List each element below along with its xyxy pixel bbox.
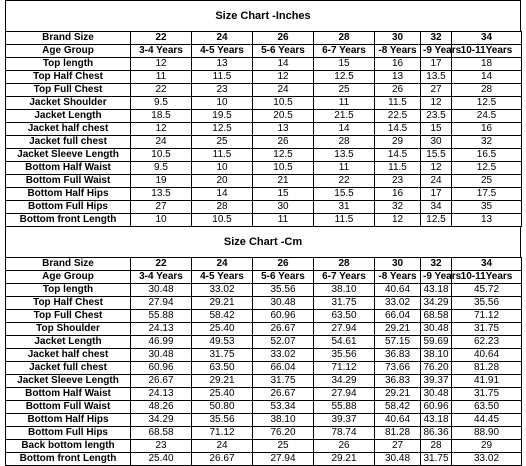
row-label-cell: Brand Size xyxy=(6,258,131,271)
cm-size-table xyxy=(5,257,522,466)
size-value-cell: 32 xyxy=(421,258,452,271)
row-label-cell: Top Half Chest xyxy=(6,71,131,84)
inch-table-row xyxy=(6,58,522,71)
size-value-cell: 30.48 xyxy=(131,284,192,297)
size-value-cell: 40.64 xyxy=(375,284,421,297)
size-value-cell: 63.50 xyxy=(314,310,375,323)
size-value-cell: 25.40 xyxy=(192,323,253,336)
cm-table-row xyxy=(6,271,522,284)
size-value-cell: 41.91 xyxy=(452,375,522,388)
size-value-cell: 11 xyxy=(253,214,314,227)
size-value-cell: 24 xyxy=(192,258,253,271)
inch-table-row xyxy=(6,136,522,149)
size-value-cell: 5-6 Years xyxy=(253,45,314,58)
size-value-cell: 26.67 xyxy=(253,323,314,336)
size-value-cell: 10 xyxy=(192,97,253,110)
size-value-cell: 32 xyxy=(375,201,421,214)
cm-table-row xyxy=(6,284,522,297)
size-value-cell: 6-7 Years xyxy=(314,45,375,58)
row-label-cell: Jacket Sleeve Length xyxy=(6,149,131,162)
size-value-cell: 53.34 xyxy=(253,401,314,414)
cm-table-row xyxy=(6,427,522,440)
size-value-cell: 88.90 xyxy=(452,427,522,440)
size-value-cell: 63.50 xyxy=(452,401,522,414)
size-value-cell: 20.5 xyxy=(253,110,314,123)
size-value-cell: 22.5 xyxy=(375,110,421,123)
row-label-cell: Bottom Half Waist xyxy=(6,162,131,175)
size-value-cell: 32 xyxy=(421,32,452,45)
size-value-cell: 29.21 xyxy=(192,375,253,388)
inch-table-row xyxy=(6,201,522,214)
size-value-cell: 24.13 xyxy=(131,323,192,336)
size-value-cell: 12.5 xyxy=(253,149,314,162)
size-value-cell: 31.75 xyxy=(253,375,314,388)
size-value-cell: 60.96 xyxy=(421,401,452,414)
row-label-cell: Top Half Chest xyxy=(6,297,131,310)
size-value-cell: 76.20 xyxy=(253,427,314,440)
size-value-cell: 6-7 Years xyxy=(314,271,375,284)
row-label-cell: Bottom Half Hips xyxy=(6,188,131,201)
size-value-cell: 30.48 xyxy=(253,297,314,310)
size-value-cell: 10.5 xyxy=(192,214,253,227)
size-value-cell: 16 xyxy=(375,58,421,71)
cm-table-row xyxy=(6,336,522,349)
size-value-cell: 36.83 xyxy=(375,349,421,362)
size-value-cell: 25 xyxy=(314,84,375,97)
size-value-cell: 27.94 xyxy=(314,388,375,401)
size-value-cell: 60.96 xyxy=(131,362,192,375)
size-value-cell: 12 xyxy=(375,214,421,227)
cm-table-row xyxy=(6,297,522,310)
size-value-cell: 35.56 xyxy=(192,414,253,427)
size-value-cell: 26.67 xyxy=(131,375,192,388)
cm-table-row xyxy=(6,401,522,414)
size-value-cell: 50.80 xyxy=(192,401,253,414)
size-value-cell: 15 xyxy=(421,123,452,136)
size-value-cell: 31.75 xyxy=(192,349,253,362)
size-value-cell: 35.56 xyxy=(314,349,375,362)
size-value-cell: 44.45 xyxy=(452,414,522,427)
size-value-cell: 33.02 xyxy=(192,284,253,297)
size-value-cell: 21 xyxy=(253,175,314,188)
size-value-cell: 25 xyxy=(192,136,253,149)
size-value-cell: 29.21 xyxy=(192,297,253,310)
inch-table-row xyxy=(6,149,522,162)
size-value-cell: 30 xyxy=(253,201,314,214)
size-value-cell: 19.5 xyxy=(192,110,253,123)
size-value-cell: 38.10 xyxy=(314,284,375,297)
size-value-cell: 40.64 xyxy=(452,349,522,362)
size-value-cell: 28 xyxy=(452,84,522,97)
size-value-cell: 54.61 xyxy=(314,336,375,349)
size-value-cell: 28 xyxy=(314,258,375,271)
size-value-cell: 22 xyxy=(314,175,375,188)
size-value-cell: 18.5 xyxy=(131,110,192,123)
size-value-cell: 55.88 xyxy=(314,401,375,414)
size-value-cell: 26 xyxy=(375,84,421,97)
size-value-cell: 17 xyxy=(421,58,452,71)
size-value-cell: 55.88 xyxy=(131,310,192,323)
inch-table-row xyxy=(6,32,522,45)
size-value-cell: 12 xyxy=(131,58,192,71)
size-value-cell: 35 xyxy=(452,201,522,214)
row-label-cell: Jacket half chest xyxy=(6,349,131,362)
size-value-cell: 43.18 xyxy=(421,284,452,297)
size-value-cell: 10.5 xyxy=(131,149,192,162)
size-value-cell: 34 xyxy=(452,32,522,45)
row-label-cell: Bottom Full Hips xyxy=(6,201,131,214)
cm-chart-title: Size Chart -Cm xyxy=(5,227,521,257)
size-value-cell: 18 xyxy=(452,58,522,71)
row-label-cell: Back bottom length xyxy=(6,440,131,453)
size-value-cell: 16 xyxy=(452,123,522,136)
size-value-cell: -8 Years xyxy=(375,45,421,58)
row-label-cell: Bottom front Length xyxy=(6,214,131,227)
size-value-cell: 27 xyxy=(421,84,452,97)
row-label-cell: Jacket half chest xyxy=(6,123,131,136)
size-value-cell: 31.75 xyxy=(421,453,452,466)
size-value-cell: 26 xyxy=(253,32,314,45)
size-value-cell: 71.12 xyxy=(314,362,375,375)
size-value-cell: 36.83 xyxy=(375,375,421,388)
size-value-cell: 25.40 xyxy=(131,453,192,466)
row-label-cell: Bottom Half Waist xyxy=(6,388,131,401)
size-value-cell: 71.12 xyxy=(452,310,522,323)
size-value-cell: 9.5 xyxy=(131,97,192,110)
size-value-cell: 59.69 xyxy=(421,336,452,349)
size-value-cell: 11 xyxy=(131,71,192,84)
size-value-cell: 12 xyxy=(421,97,452,110)
size-value-cell: 13 xyxy=(192,58,253,71)
row-label-cell: Bottom Full Hips xyxy=(6,427,131,440)
size-value-cell: 43.18 xyxy=(421,414,452,427)
cm-table-row xyxy=(6,362,522,375)
size-value-cell: 29.21 xyxy=(375,323,421,336)
size-value-cell: 14 xyxy=(253,58,314,71)
size-value-cell: 20 xyxy=(192,175,253,188)
size-value-cell: 11.5 xyxy=(375,162,421,175)
size-value-cell: 11 xyxy=(314,162,375,175)
size-value-cell: 49.53 xyxy=(192,336,253,349)
size-value-cell: 52.07 xyxy=(253,336,314,349)
row-label-cell: Bottom front Length xyxy=(6,453,131,466)
inch-table-row xyxy=(6,162,522,175)
size-value-cell: 62.23 xyxy=(452,336,522,349)
size-value-cell: 28 xyxy=(421,440,452,453)
size-value-cell: 16.5 xyxy=(452,149,522,162)
size-value-cell: 35.56 xyxy=(253,284,314,297)
size-value-cell: 31.75 xyxy=(314,297,375,310)
size-value-cell: 33.02 xyxy=(253,349,314,362)
size-value-cell: 29 xyxy=(375,136,421,149)
row-label-cell: Jacket Length xyxy=(6,336,131,349)
size-value-cell: 24 xyxy=(253,84,314,97)
size-value-cell: 58.42 xyxy=(192,310,253,323)
size-value-cell: 26 xyxy=(253,136,314,149)
size-value-cell: 34 xyxy=(452,258,522,271)
size-value-cell: 15.5 xyxy=(314,188,375,201)
row-label-cell: Brand Size xyxy=(6,32,131,45)
row-label-cell: Top length xyxy=(6,58,131,71)
size-value-cell: 11.5 xyxy=(314,214,375,227)
cm-table-row xyxy=(6,310,522,323)
size-value-cell: 63.50 xyxy=(192,362,253,375)
size-value-cell: -9 Years xyxy=(421,271,452,284)
size-value-cell: 28 xyxy=(314,32,375,45)
row-label-cell: Age Group xyxy=(6,271,131,284)
size-value-cell: 19 xyxy=(131,175,192,188)
size-value-cell: 68.58 xyxy=(131,427,192,440)
size-value-cell: 60.96 xyxy=(253,310,314,323)
size-value-cell: 27.94 xyxy=(314,323,375,336)
inch-table-row xyxy=(6,45,522,58)
size-value-cell: 27 xyxy=(131,201,192,214)
size-value-cell: 39.37 xyxy=(421,375,452,388)
size-value-cell: 11.5 xyxy=(375,97,421,110)
inch-table-body xyxy=(6,32,522,227)
size-value-cell: 22 xyxy=(131,84,192,97)
size-value-cell: 34.29 xyxy=(131,414,192,427)
cm-table-row xyxy=(6,323,522,336)
size-value-cell: 29 xyxy=(452,440,522,453)
size-value-cell: 12.5 xyxy=(421,214,452,227)
size-value-cell: 13.5 xyxy=(421,71,452,84)
size-value-cell: 11.5 xyxy=(192,71,253,84)
size-value-cell: 14 xyxy=(452,71,522,84)
size-value-cell: 4-5 Years xyxy=(192,45,253,58)
size-value-cell: 27.94 xyxy=(131,297,192,310)
size-value-cell: 30.48 xyxy=(421,388,452,401)
size-value-cell: 38.10 xyxy=(421,349,452,362)
size-value-cell: 15 xyxy=(314,58,375,71)
cm-table-row xyxy=(6,440,522,453)
size-value-cell: 13 xyxy=(452,214,522,227)
size-value-cell: 32 xyxy=(452,136,522,149)
size-value-cell: 13.5 xyxy=(314,149,375,162)
size-value-cell: 30 xyxy=(375,258,421,271)
size-value-cell: 5-6 Years xyxy=(253,271,314,284)
size-value-cell: 15.5 xyxy=(421,149,452,162)
size-value-cell: 78.74 xyxy=(314,427,375,440)
inch-chart-title: Size Chart -Inches xyxy=(5,0,521,31)
row-label-cell: Top length xyxy=(6,284,131,297)
size-value-cell: 12.5 xyxy=(314,71,375,84)
size-value-cell: 14 xyxy=(314,123,375,136)
size-value-cell: 34 xyxy=(421,201,452,214)
size-value-cell: 23.5 xyxy=(421,110,452,123)
size-value-cell: 30.48 xyxy=(131,349,192,362)
size-value-cell: 10-11Years xyxy=(452,45,522,58)
size-value-cell: 33.02 xyxy=(452,453,522,466)
size-value-cell: 31.75 xyxy=(452,323,522,336)
size-value-cell: 24 xyxy=(192,440,253,453)
cm-table-row xyxy=(6,375,522,388)
size-value-cell: 25 xyxy=(452,175,522,188)
cm-table-row xyxy=(6,388,522,401)
size-value-cell: 30 xyxy=(421,136,452,149)
row-label-cell: Jacket full chest xyxy=(6,362,131,375)
row-label-cell: Jacket Sleeve Length xyxy=(6,375,131,388)
size-value-cell: 11 xyxy=(314,97,375,110)
size-value-cell: 25.40 xyxy=(192,388,253,401)
size-value-cell: 22 xyxy=(131,258,192,271)
size-value-cell: 73.66 xyxy=(375,362,421,375)
size-value-cell: 34.29 xyxy=(421,297,452,310)
size-value-cell: 12.5 xyxy=(452,162,522,175)
size-value-cell: 86.36 xyxy=(421,427,452,440)
cm-table-row xyxy=(6,453,522,466)
size-value-cell: 30.48 xyxy=(375,453,421,466)
cm-table-row xyxy=(6,349,522,362)
size-value-cell: 30.48 xyxy=(421,323,452,336)
size-value-cell: 12.5 xyxy=(192,123,253,136)
inch-table-row xyxy=(6,188,522,201)
size-value-cell: 13 xyxy=(375,71,421,84)
size-value-cell: 31.75 xyxy=(452,388,522,401)
size-value-cell: 40.64 xyxy=(375,414,421,427)
size-value-cell: 10 xyxy=(131,214,192,227)
size-value-cell: 24 xyxy=(131,136,192,149)
inch-table-row xyxy=(6,123,522,136)
row-label-cell: Jacket Shoulder xyxy=(6,97,131,110)
size-value-cell: 66.04 xyxy=(375,310,421,323)
size-value-cell: 14.5 xyxy=(375,123,421,136)
size-value-cell: 12.5 xyxy=(452,97,522,110)
size-value-cell: 28 xyxy=(314,136,375,149)
row-label-cell: Top Full Chest xyxy=(6,84,131,97)
size-value-cell: 10 xyxy=(192,162,253,175)
cm-table-body xyxy=(6,258,522,466)
size-value-cell: 4-5 Years xyxy=(192,271,253,284)
size-value-cell: 24.13 xyxy=(131,388,192,401)
size-value-cell: 24 xyxy=(421,175,452,188)
size-value-cell: 81.28 xyxy=(375,427,421,440)
row-label-cell: Bottom Full Waist xyxy=(6,175,131,188)
size-value-cell: 3-4 Years xyxy=(131,45,192,58)
inch-table-row xyxy=(6,84,522,97)
size-value-cell: 45.72 xyxy=(452,284,522,297)
inch-table-row xyxy=(6,110,522,123)
size-value-cell: 12 xyxy=(131,123,192,136)
size-value-cell: 31 xyxy=(314,201,375,214)
size-value-cell: 14.5 xyxy=(375,149,421,162)
inch-table-row xyxy=(6,175,522,188)
size-value-cell: 3-4 Years xyxy=(131,271,192,284)
size-value-cell: 14 xyxy=(192,188,253,201)
size-value-cell: 34.29 xyxy=(314,375,375,388)
size-value-cell: 48.26 xyxy=(131,401,192,414)
size-value-cell: 9.5 xyxy=(131,162,192,175)
size-value-cell: 30 xyxy=(375,32,421,45)
size-value-cell: 28 xyxy=(192,201,253,214)
size-value-cell: 13 xyxy=(253,123,314,136)
size-value-cell: 39.37 xyxy=(314,414,375,427)
size-value-cell: 29.21 xyxy=(375,388,421,401)
row-label-cell: Jacket full chest xyxy=(6,136,131,149)
size-value-cell: 33.02 xyxy=(375,297,421,310)
size-value-cell: 76.20 xyxy=(421,362,452,375)
size-value-cell: 17 xyxy=(421,188,452,201)
size-value-cell: 58.42 xyxy=(375,401,421,414)
row-label-cell: Jacket Length xyxy=(6,110,131,123)
row-label-cell: Age Group xyxy=(6,45,131,58)
size-value-cell: 27 xyxy=(375,440,421,453)
size-value-cell: 24.5 xyxy=(452,110,522,123)
size-value-cell: 10.5 xyxy=(253,97,314,110)
row-label-cell: Bottom Half Hips xyxy=(6,414,131,427)
inch-size-table xyxy=(5,31,522,227)
size-value-cell: 22 xyxy=(131,32,192,45)
row-label-cell: Top Full Chest xyxy=(6,310,131,323)
row-label-cell: Bottom Full Waist xyxy=(6,401,131,414)
row-label-cell: Top Shoulder xyxy=(6,323,131,336)
size-value-cell: 57.15 xyxy=(375,336,421,349)
size-value-cell: 26 xyxy=(314,440,375,453)
size-value-cell: 11.5 xyxy=(192,149,253,162)
size-value-cell: -8 Years xyxy=(375,271,421,284)
size-value-cell: 23 xyxy=(131,440,192,453)
size-value-cell: 71.12 xyxy=(192,427,253,440)
size-value-cell: 25 xyxy=(253,440,314,453)
size-chart-sheet xyxy=(5,0,521,466)
size-value-cell: 26.67 xyxy=(253,388,314,401)
size-value-cell: 10-11Years xyxy=(452,271,522,284)
size-value-cell: 13.5 xyxy=(131,188,192,201)
cm-table-row xyxy=(6,258,522,271)
size-value-cell: 24 xyxy=(192,32,253,45)
inch-table-row xyxy=(6,214,522,227)
cm-table-row xyxy=(6,414,522,427)
inch-table-row xyxy=(6,97,522,110)
size-value-cell: 12 xyxy=(253,71,314,84)
size-value-cell: 15 xyxy=(253,188,314,201)
size-value-cell: 12 xyxy=(421,162,452,175)
size-value-cell: 23 xyxy=(375,175,421,188)
size-value-cell: -9 Years xyxy=(421,45,452,58)
size-value-cell: 29.21 xyxy=(314,453,375,466)
size-value-cell: 10.5 xyxy=(253,162,314,175)
inch-table-row xyxy=(6,71,522,84)
size-value-cell: 16 xyxy=(375,188,421,201)
size-value-cell: 46.99 xyxy=(131,336,192,349)
size-value-cell: 35.56 xyxy=(452,297,522,310)
size-value-cell: 21.5 xyxy=(314,110,375,123)
size-value-cell: 26 xyxy=(253,258,314,271)
size-value-cell: 26.67 xyxy=(192,453,253,466)
size-value-cell: 17.5 xyxy=(452,188,522,201)
size-value-cell: 81.28 xyxy=(452,362,522,375)
size-value-cell: 68.58 xyxy=(421,310,452,323)
size-value-cell: 66.04 xyxy=(253,362,314,375)
size-value-cell: 38.10 xyxy=(253,414,314,427)
size-value-cell: 23 xyxy=(192,84,253,97)
size-value-cell: 27.94 xyxy=(253,453,314,466)
